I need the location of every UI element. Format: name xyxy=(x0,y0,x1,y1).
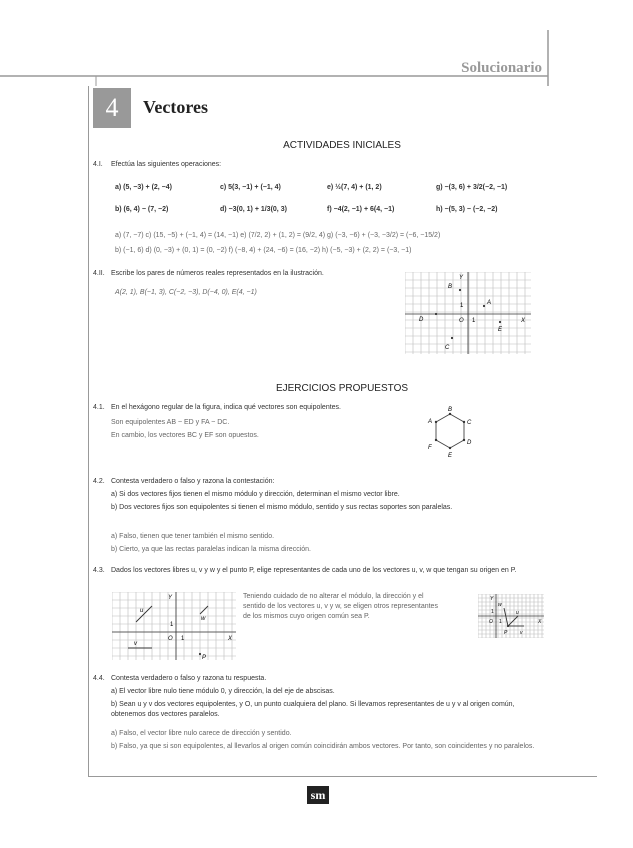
point-p-label-right: P xyxy=(504,630,508,636)
label-e: E xyxy=(498,327,503,333)
unit-x-label-right: 1 xyxy=(499,619,502,625)
e-4-4-number: 4.4. xyxy=(93,675,105,682)
point-b xyxy=(459,289,461,291)
e-4-3-answer: Teniendo cuidado de no alterar el módulo, la dirección y el sentido de los vectores u, v y w, se eligen otros representantes de los mismos cuyo origen común sea P. xyxy=(243,593,438,620)
hex-vertex-c xyxy=(463,421,465,423)
e-4-4-answer-b: b) Falso, ya que si son equipolentes, al llevarlos al origen común coincidirán ambos vectores. Por tanto, son coincidentes y no paralelos. xyxy=(111,743,535,750)
e-4-4-answer-a: a) Falso, el vector libre nulo carece de dirección y sentido. xyxy=(111,730,292,737)
q-4-1-text: Efectúa las siguientes operaciones: xyxy=(111,161,222,168)
origin-label-left: O xyxy=(168,636,173,642)
axis-y-label-right: Y xyxy=(490,596,494,602)
label-d: D xyxy=(419,317,424,323)
e-4-2-answer-a: a) Falso, tienen que tener también el mismo sentido. xyxy=(111,533,275,540)
op-f: f) −4(2, −1) + 6(4, −1) xyxy=(327,206,395,213)
unit-y-label-left: 1 xyxy=(170,622,174,628)
q-4-1-number: 4.I. xyxy=(93,161,103,168)
unit-x-label: 1 xyxy=(472,318,476,324)
q-4-2-answer: A(2, 1), B(−1, 3), C(−2, −3), D(−4, 0), E(4, −1) xyxy=(115,289,257,296)
op-g: g) −(3, 6) + 3/2(−2, −1) xyxy=(436,184,508,191)
vector-w xyxy=(200,606,208,614)
vectors-grid-left xyxy=(112,592,238,660)
vector-u-at-p-label: u xyxy=(516,610,519,616)
e-4-4-question-a: a) El vector libre nulo tiene módulo 0, y dirección, la del eje de abscisas. xyxy=(111,688,335,695)
e-4-2-question-a: a) Si dos vectores fijos tienen el mismo módulo y dirección, determinan el mismo vector libre. xyxy=(111,491,400,498)
vector-w-label: w xyxy=(201,616,206,622)
hexagon-figure xyxy=(420,404,480,464)
chapter-number: 4 xyxy=(93,88,131,128)
e-4-2-answer-b: b) Cierto, ya que las rectas paralelas indican la misma dirección. xyxy=(111,546,311,553)
point-a xyxy=(483,305,485,307)
axis-y-label-left: Y xyxy=(168,595,173,601)
q-4-2-number: 4.II. xyxy=(93,270,105,277)
op-e: e) ½(7, 4) + (1, 2) xyxy=(327,184,382,191)
vector-v-label: v xyxy=(134,641,137,647)
unit-y-label-right: 1 xyxy=(491,609,494,615)
axis-x-label-left: X xyxy=(228,636,233,642)
vector-v-at-p-label: v xyxy=(520,630,523,636)
header-bar xyxy=(0,30,560,86)
axis-x-label-right: X xyxy=(538,619,542,625)
hex-label-b: B xyxy=(448,407,453,413)
hex-vertex-d xyxy=(463,439,465,441)
e-4-2-text: Contesta verdadero o falso y razona la contestación: xyxy=(111,478,275,485)
chapter-title: Vectores xyxy=(143,97,208,117)
op-a: a) (5, −3) + (2, −4) xyxy=(115,184,172,191)
e-4-2-number: 4.2. xyxy=(93,478,105,485)
q-4-1-answer-1: a) (7, −7) c) (15, −5) + (−1, 4) = (14, −1) e) (7/2, 2) + (1, 2) = (9/2, 4) g) (−3, −6) + (−3, −3/2) = (−6, −15/2) xyxy=(115,232,441,239)
op-c: c) 5(3, −1) + (−1, 4) xyxy=(220,184,281,191)
e-4-4-text: Contesta verdadero o falso y razona tu respuesta. xyxy=(111,675,267,682)
op-b: b) (6, 4) − (7, −2) xyxy=(115,206,169,213)
vector-u-label: u xyxy=(140,608,144,614)
point-c xyxy=(451,337,453,339)
e-4-1-answer-1: Son equipolentes AB ~ ED y FA ~ DC. xyxy=(111,419,230,426)
vector-u-at-p xyxy=(508,616,518,626)
point-p-right xyxy=(507,625,509,627)
hex-label-a: A xyxy=(428,419,433,425)
unit-x-label-left: 1 xyxy=(181,636,185,642)
vector-w-at-p-label: w xyxy=(498,602,502,608)
label-c: C xyxy=(445,345,450,351)
e-4-3-number: 4.3. xyxy=(93,567,105,574)
section-proposed: EJERCICIOS PROPUESTOS xyxy=(275,383,409,394)
hex-label-c: C xyxy=(467,420,472,426)
hex-vertex-e xyxy=(449,447,451,449)
label-a: A xyxy=(487,300,492,306)
point-d xyxy=(435,313,437,315)
vectors-grid-right xyxy=(478,594,546,638)
section-initial: ACTIVIDADES INICIALES xyxy=(283,140,401,151)
hex-label-d: D xyxy=(467,440,472,446)
e-4-2-question-b: b) Dos vectores fijos son equipolentes si tienen el mismo módulo, sentido y sus rectas soportes son paralelas. xyxy=(111,504,453,511)
label-b: B xyxy=(448,284,453,290)
hex-label-e: E xyxy=(448,453,453,459)
point-p-label-left: P xyxy=(202,655,207,660)
q-4-2-text: Escribe los pares de números reales representados en la ilustración. xyxy=(111,270,324,277)
axis-label-x: X xyxy=(521,318,526,324)
publisher-logo: sm xyxy=(307,786,329,804)
header-title: Solucionario xyxy=(461,60,542,76)
e-4-1-text: En el hexágono regular de la figura, indica qué vectores son equipolentes. xyxy=(111,404,341,411)
coordinate-grid-4-2 xyxy=(405,272,533,354)
hex-vertex-f xyxy=(435,439,437,441)
hex-vertex-b xyxy=(449,413,451,415)
hex-vertex-a xyxy=(435,421,437,423)
hex-label-f: F xyxy=(428,445,432,451)
q-4-1-answer-2: b) (−1, 6) d) (0, −3) + (0, 1) = (0, −2) f) (−8, 4) + (24, −6) = (16, −2) h) (−5, −3) + (2, 2) = (−3, −1) xyxy=(115,247,412,254)
origin-label: O xyxy=(459,318,464,324)
e-4-4-question-b: b) Sean u y v dos vectores equipolentes, y O, un punto cualquiera del plano. Si llevamos representantes de u y v al origen común, obtenemos dos vectores paralelos. xyxy=(111,701,515,718)
op-h: h) −(5, 3) − (−2, −2) xyxy=(436,206,498,213)
e-4-3-text: Dados los vectores libres u, v y w y el punto P, elige representantes de cada uno de los vectores u, v, w que tengan su origen en P. xyxy=(111,567,517,574)
point-e xyxy=(499,321,501,323)
op-d: d) −3(0, 1) + 1/3(0, 3) xyxy=(220,206,287,213)
point-p-left xyxy=(199,653,201,655)
axis-label-y: Y xyxy=(459,275,464,281)
unit-y-label: 1 xyxy=(460,303,464,309)
origin-label-right: O xyxy=(489,619,493,625)
e-4-1-number: 4.1. xyxy=(93,404,105,411)
e-4-1-answer-2: En cambio, los vectores BC y EF son opuestos. xyxy=(111,432,259,439)
